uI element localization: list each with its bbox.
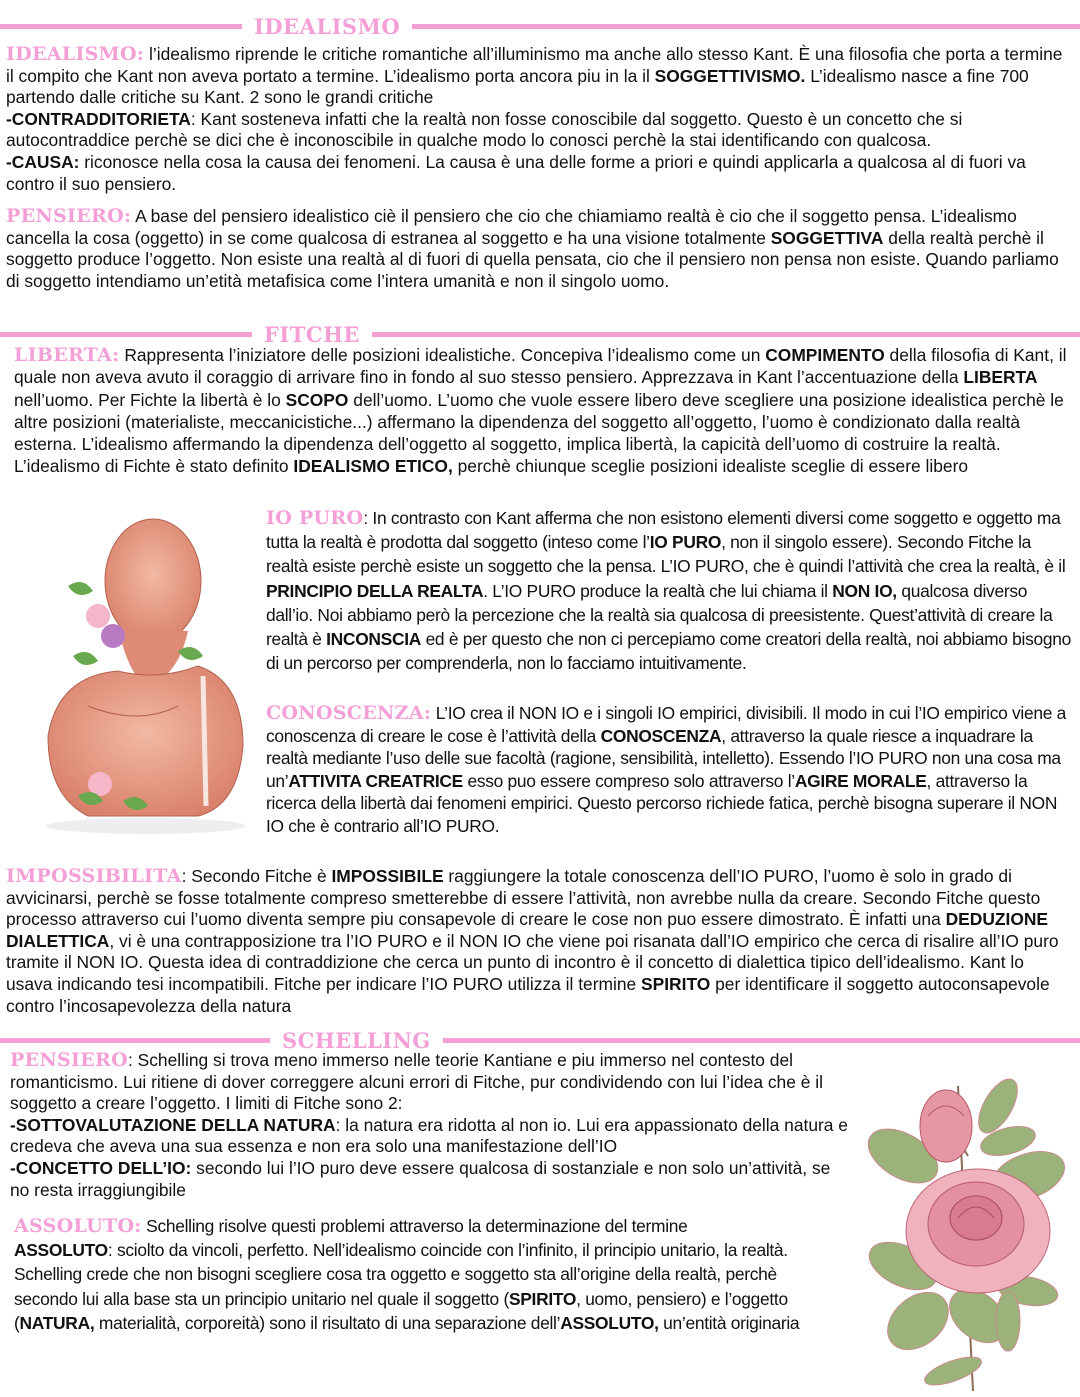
- divider-line: [0, 332, 252, 337]
- divider-line: [372, 332, 1080, 337]
- divider-line: [0, 1038, 270, 1043]
- keyword-impossibilita: IMPOSSIBILITA: [6, 865, 182, 887]
- keyword-io-puro: IO PURO: [266, 507, 364, 529]
- divider-line: [0, 24, 242, 29]
- keyword-idealismo: IDEALISMO:: [6, 43, 145, 65]
- anatomical-bust-illustration: [28, 506, 256, 836]
- section-heading-idealismo: IDEALISMO: [254, 13, 401, 39]
- keyword-conoscenza: CONOSCENZA:: [266, 702, 432, 724]
- rose-illustration: [858, 1046, 1068, 1394]
- paragraph-impossibilita: IMPOSSIBILITA: Secondo Fitche è IMPOSSIBILE raggiungere la totale conoscenza dell’IO PURO, l’uomo è solo in grado di avvicinarsi, perchè se fosse totalmente compreso smetterebbe di essere l’attività, non avrebbe nulla da creare. Secondo Fitche questo processo attraverso cui l’uomo diventa sempre piu consapevole di creare le cose non puo essere dimostrato. È infatti una DEDUZIONE DIALETTICA, vi è una contrapposizione tra l’IO PURO e il NON IO che viene poi risanata dall’IO empirico che cerca di risalire all’IO puro tramite il NON IO. Questa idea di contraddizione che cerca un punto di incontro è il concetto di dialettica tipico dell’idealismo. Kant lo usava indicando tesi incompatibili. Fitche per indicare l’IO PURO utilizza il termine SPIRITO per identificare il soggetto autoconsapevole contro l’incosapevolezza della natura: [6, 865, 1059, 1016]
- paragraph-idealismo: IDEALISMO: l’idealismo riprende le critiche romantiche all’illuminismo ma anche allo stesso Kant. È una filosofia che porta a termine il compito che Kant non aveva portato a termine. L’idealismo porta ancora piu in la il SOGGETTIVISMO. L’idealismo nasce a fine 700 partendo dalle critiche su Kant. 2 sono le grandi critiche -CONTRADDITORIETA: Kant sosteneva infatti che la realtà non fosse conoscibile dal soggetto. Questo è un concetto che si autocontraddice perchè se dici che è inconoscibile in qualche modo lo conosci perchè la stai identificando con qualcosa. -CAUSA: riconosce nella cosa la causa dei fenomeni. La causa è una delle forme a priori e quindi applicarla a qualcosa al di fuori va contro il suo pensiero.: [6, 43, 1063, 194]
- paragraph-pensiero-schelling: PENSIERO: Schelling si trova meno immerso nelle teorie Kantiane e piu immerso nel contesto del romanticismo. Lui ritiene di dover correggere alcuni errori di Fitche, pur condividendo con lui l’idea che è il soggetto a creare l’oggetto. I limiti di Fitche sono 2: -SOTTOVALUTAZIONE DELLA NATURA: la natura era ridotta al non io. Lui era appassionato della natura e credeva che aveva una sua essenza e non era solo una manifestazione dell’IO -CONCETTO DELL’IO: secondo lui l’IO puro deve essere qualcosa di sostanziale e non solo un’attività, se no resta irraggiungibile: [10, 1049, 848, 1200]
- section-heading-fitche: FITCHE: [264, 321, 360, 347]
- keyword-liberta: LIBERTA:: [14, 344, 120, 366]
- paragraph-conoscenza: CONOSCENZA: L’IO crea il NON IO e i singoli IO empirici, divisibili. Il modo in cui l’IO empirico viene a conoscenza di creare le cose è l’attività della CONOSCENZA, attraverso la quale riesce a inquadrare la realtà mediante l’uso delle sue facoltà (ragione, sensibilità, intelletto). Essendo l’IO PURO non una cosa ma un’ATTIVITA CREATRICE esso puo essere compreso solo attraverso l’AGIRE MORALE, attraverso la ricerca della libertà dai fenomeni empirici. Questo percorso richiede fatica, perchè bisogna superare il NON IO che è contrario all’IO PURO.: [266, 702, 1067, 836]
- paragraph-pensiero-idealismo: PENSIERO: A base del pensiero idealistico ciè il pensiero che cio che chiamiamo realtà è cio che il soggetto pensa. L’idealismo cancella la cosa (oggetto) in se come qualcosa di estranea al soggetto e ha una visione totalmente SOGGETTIVA della realtà perchè il soggetto produce l’oggetto. Non esiste una realtà al di fuori di quella pensata, cio che il pensiero non pensa non esiste. Quando parliamo di soggetto intendiamo un’etità metafisica come l’intera umanità e non il singolo uomo.: [6, 205, 1059, 291]
- paragraph-liberta: LIBERTA: Rappresenta l’iniziatore delle posizioni idealistiche. Concepiva l’idealismo come un COMPIMENTO della filosofia di Kant, il quale non aveva avuto il coraggio di arrivare fino in fondo al suo stesso pensiero. Apprezzava in Kant l’accentuazione della LIBERTA nell’uomo. Per Fichte la libertà è lo SCOPO dell’uomo. L’uomo che vuole essere libero deve scegliere una posizione idealistica perchè le altre posizioni (materialiste, meccanicistiche...) affermano la dipendenza del soggetto all’oggetto, l’uomo è condizionato dalla realtà esterna. L’idealismo affermando la dipendenza dell’oggetto al soggetto, implica libertà, la capicità dell’uomo di costruire la realtà. L’idealismo di Fichte è stato definito IDEALISMO ETICO, perchè chiunque sceglie posizioni idealiste sceglie di essere libero: [14, 344, 1067, 477]
- paragraph-io-puro: IO PURO: In contrasto con Kant afferma che non esistono elementi diversi come soggetto e oggetto ma tutta la realtà è prodotta dal soggetto (inteso come l’IO PURO, non il singolo essere). Secondo Fitche la realtà esiste perchè esiste un soggetto che la pensa. L’IO PURO, che è quindi l’attività che crea la realtà, è il PRINCIPIO DELLA REALTA. L’IO PURO produce la realtà che lui chiama il NON IO, qualcosa diverso dall’io. Noi abbiamo però la percezione che la realtà sia qualcosa di preesistente. Quest’attività di creare la realtà è INCONSCIA ed è per questo che non ci percepiamo come creatori della realtà, noi abbiamo bisogno di un percorso per comprenderla, non lo facciamo intuitivamente.: [266, 507, 1071, 674]
- section-divider-idealismo: [0, 13, 1080, 39]
- paragraph-assoluto: ASSOLUTO: Schelling risolve questi problemi attraverso la determinazione del termine ASSOLUTO: sciolto da vincoli, perfetto. Nell’idealismo coincide con l’infinito, il principio unitario, la realtà. Schelling crede che non bisogni scegliere cosa tra oggetto e soggetto sta all’origine della realtà, perchè secondo lui alla base sta un principio unitario nel quale il soggetto (SPIRITO, uomo, pensiero) e l’oggetto (NATURA, materialità, corporeità) sono il risultato di una separazione dell’ASSOLUTO, un’entità originaria: [14, 1215, 800, 1333]
- divider-line: [412, 24, 1080, 29]
- keyword-assoluto: ASSOLUTO:: [14, 1215, 142, 1237]
- divider-line: [443, 1038, 1080, 1043]
- section-heading-schelling: SCHELLING: [282, 1027, 431, 1053]
- keyword-pensiero: PENSIERO:: [6, 205, 132, 227]
- keyword-pensiero-schelling: PENSIERO: [10, 1049, 128, 1071]
